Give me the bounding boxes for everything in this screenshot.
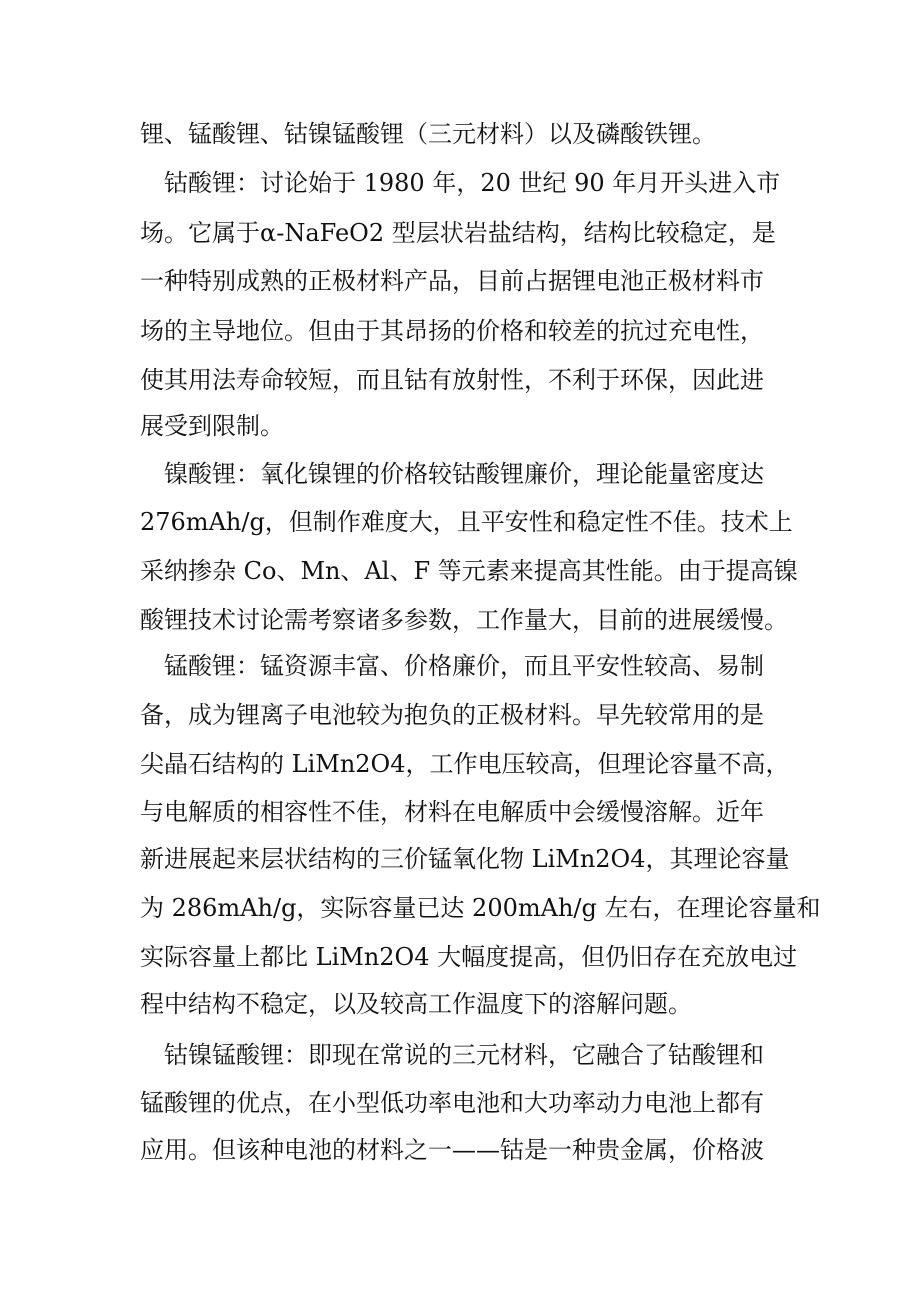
text-line: 钴酸锂：讨论始于 1980 年，20 世纪 90 年月开头进入市 — [164, 169, 781, 197]
text-line: 应用。但该种电池的材料之一——钴是一种贵金属，价格波 — [140, 1136, 764, 1164]
text-line: 镍酸锂：氧化镍锂的价格较钴酸锂廉价，理论能量密度达 — [164, 460, 764, 488]
text-line: 新进展起来层状结构的三价锰氧化物 LiMn2O4，其理论容量 — [140, 845, 790, 873]
text-line: 酸锂技术讨论需考察诸多参数，工作量大，目前的进展缓慢。 — [140, 606, 788, 634]
text-line: 锰酸锂：锰资源丰富、价格廉价，而且平安性较高、易制 — [164, 652, 764, 680]
text-line: 一种特别成熟的正极材料产品，目前占据锂电池正极材料市 — [140, 267, 764, 295]
text-line: 与电解质的相容性不佳，材料在电解质中会缓慢溶解。近年 — [140, 798, 764, 826]
text-line: 展受到限制。 — [140, 412, 284, 440]
text-line: 场的主导地位。但由于其昂扬的价格和较差的抗过充电性， — [140, 317, 764, 345]
text-line: 实际容量上都比 LiMn2O4 大幅度提高，但仍旧存在充放电过 — [140, 943, 798, 971]
text-line: 276mAh/g，但制作难度大，且平安性和稳定性不佳。技术上 — [140, 508, 793, 536]
text-line: 备，成为锂离子电池较为抱负的正极材料。早先较常用的是 — [140, 701, 764, 729]
text-line: 采纳掺杂 Co、Mn、Al、F 等元素来提高其性能。由于提高镍 — [140, 557, 798, 585]
text-line: 为 286mAh/g，实际容量已达 200mAh/g 左右，在理论容量和 — [140, 894, 821, 922]
text-line: 锂、锰酸锂、钴镍锰酸锂（三元材料）以及磷酸铁锂。 — [140, 120, 716, 148]
text-line: 尖晶石结构的 LiMn2O4，工作电压较高，但理论容量不高， — [140, 750, 790, 778]
text-line: 场。它属于α-NaFeO2 型层状岩盐结构，结构比较稳定，是 — [140, 219, 776, 247]
text-line: 程中结构不稳定，以及较高工作温度下的溶解问题。 — [140, 990, 692, 1018]
text-line: 使其用法寿命较短，而且钴有放射性，不利于环保，因此进 — [140, 366, 764, 394]
text-line: 锰酸锂的优点，在小型低功率电池和大功率动力电池上都有 — [140, 1089, 764, 1117]
text-line: 钴镍锰酸锂：即现在常说的三元材料，它融合了钴酸锂和 — [164, 1041, 764, 1069]
